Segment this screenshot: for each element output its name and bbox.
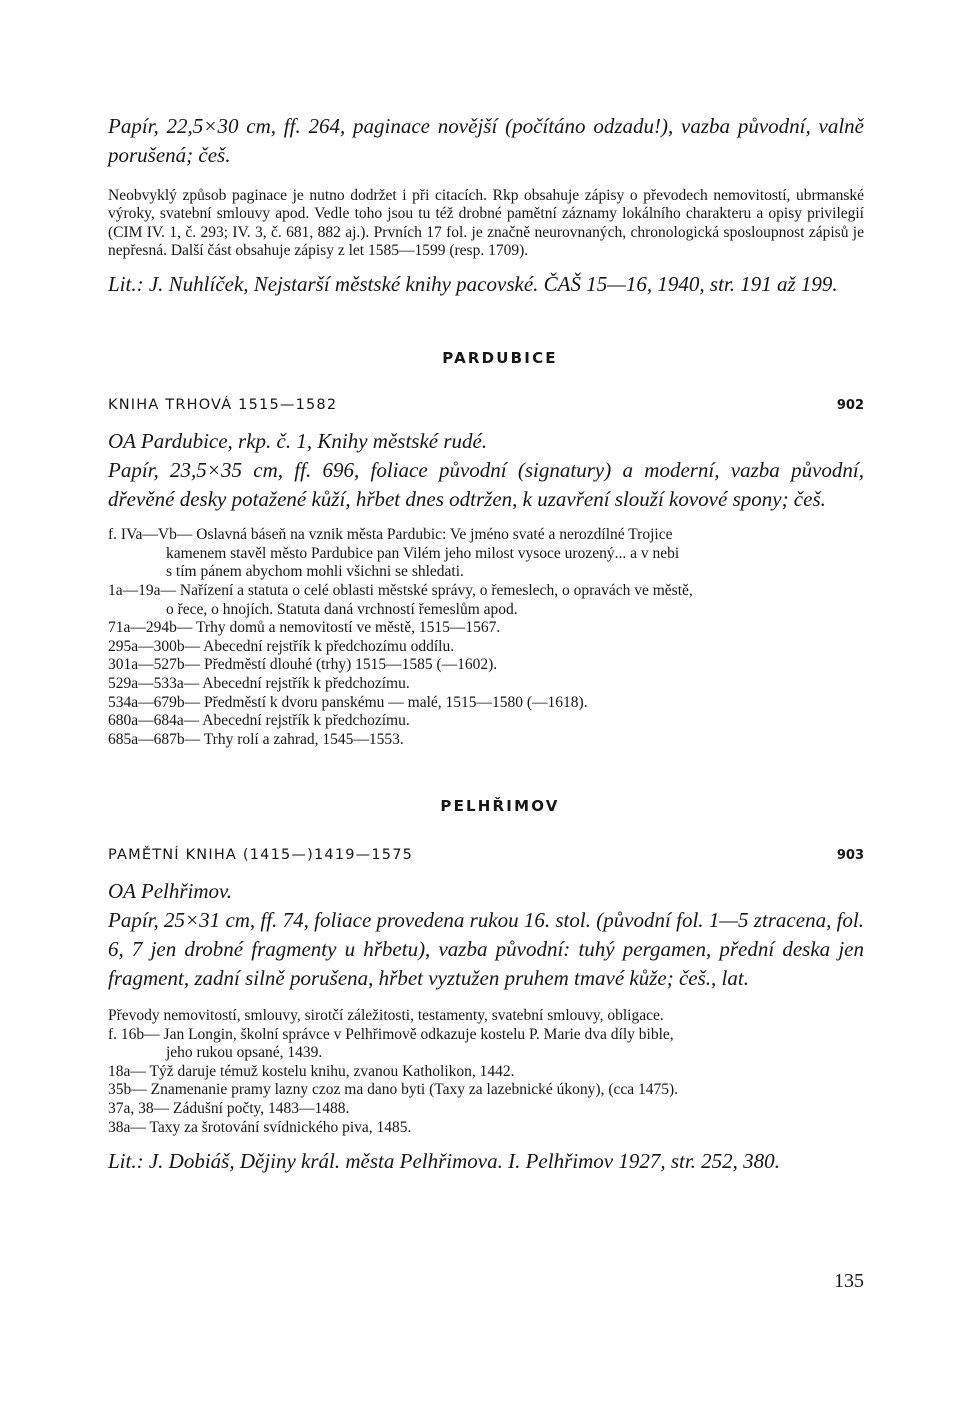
- book-number: 903: [836, 848, 864, 864]
- folio-entry: [108, 1063, 864, 1082]
- folio-reference: 685a—687b: [108, 730, 185, 748]
- folio-reference: 295a—300b: [108, 637, 185, 655]
- folio-entry: [108, 526, 864, 545]
- section-heading-pardubice: PARDUBICE: [442, 349, 558, 368]
- folio-entry: [108, 1081, 864, 1100]
- book-header-903: [108, 847, 864, 863]
- folio-reference: 37a, 38: [108, 1099, 154, 1117]
- folio-entry: [108, 712, 864, 731]
- folio-description-continuation: s tím pánem abychom mohli všichni se shledati.: [166, 563, 464, 581]
- folio-reference: 38a: [108, 1118, 131, 1136]
- folio-reference: 1a—19a: [108, 581, 161, 599]
- folio-entries-list: [108, 526, 864, 749]
- physical-description: Papír, 25×31 cm, ff. 74, foliace provedena rukou 16. stol. (původní fol. 1—5 ztracena, fol. 6, 7 jen drobné fragmenty u hřbetu), vazba původní: tuhý pergamen, přední deska jen fragment, zadní silně porušena, hřbet vyztužen pruhem tmavé kůže; češ., lat.: [108, 908, 864, 991]
- folio-entry: [108, 1119, 864, 1138]
- folio-reference: 71a—294b: [108, 619, 177, 637]
- folio-reference: 680a—684a: [108, 712, 184, 730]
- folio-description: — Nařízení a statuta o celé oblasti městské správy, o řemeslech, o opravách ve městě,: [160, 581, 693, 599]
- folio-description: — Předměstí k dvoru panskému — malé, 1515—1580 (—1618).: [184, 693, 588, 711]
- intro-content-description: Neobvyklý způsob paginace je nutno dodržet i při citacích. Rkp obsahuje zápisy o převodech nemovitostí, ubrmanské výroky, svatební smlouvy apod. Vedle toho jsou tu též drobné pamětní záznamy lokálního charakteru a opisy privilegií (CIM IV. 1, č. 293; IV. 3, č. 681, 882 aj.). Prvních 17 fol. je značně neurovnaných, chronologická sposloupnost zápisů je nepřesná. Další část obsahuje zápisy z let 1585—1599 (resp. 1709).: [108, 187, 864, 259]
- physical-description: Papír, 23,5×35 cm, ff. 696, foliace původní (signatury) a moderní, vazba původní, dřevěné desky potažené kůží, hřbet dnes odtržen, k uzavření slouží kovové spony; češ.: [108, 458, 864, 512]
- folio-entry: [108, 638, 864, 657]
- folio-entry: [108, 694, 864, 713]
- intro-physical-description: Papír, 22,5×30 cm, ff. 264, paginace novější (počítáno odzadu!), vazba původní, valně porušená; češ.: [108, 114, 864, 167]
- folio-reference: 529a—533a: [108, 674, 184, 692]
- archive-reference: OA Pelhřimov.: [108, 879, 233, 904]
- folio-description: — Trhy rolí a zahrad, 1545—1553.: [184, 730, 404, 748]
- folio-description: — Abecední rejstřík k předchozímu.: [183, 674, 410, 692]
- folio-reference: f. IVa—Vb: [108, 526, 177, 544]
- page-number: 135: [834, 1270, 864, 1292]
- folio-description: — Předměstí dlouhé (trhy) 1515—1585 (—1602).: [184, 656, 498, 674]
- folio-description: — Jan Longin, školní správce v Pelhřimově odkazuje kostelu P. Marie dva díly bible,: [144, 1025, 674, 1043]
- folio-description: — Týž daruje témuž kostelu knihu, zvanou Katholikon, 1442.: [130, 1062, 515, 1080]
- book-title: PAMĚTNÍ KNIHA (1415—)1419—1575: [108, 847, 414, 864]
- folio-reference: 534a—679b: [108, 693, 185, 711]
- folio-entry: [108, 656, 864, 675]
- folio-description-continuation: o řece, o hnojích. Statuta daná vrchností řemeslům apod.: [166, 600, 518, 618]
- folio-entry: [108, 619, 864, 638]
- folio-description: — Abecední rejstřík k předchozímu oddílu.: [184, 637, 455, 655]
- folio-description: — Abecední rejstřík k předchozímu.: [183, 712, 410, 730]
- intro-literature: Lit.: J. Nuhlíček, Nejstarší městské knihy pacovské. ČAŠ 15—16, 1940, str. 191 až 199.: [108, 272, 838, 297]
- section-heading-pelhrimov: PELHŘIMOV: [440, 797, 560, 816]
- folio-entry: [108, 1026, 864, 1045]
- literature-reference: Lit.: J. Dobiáš, Dějiny král. města Pelhřimova. I. Pelhřimov 1927, str. 252, 380.: [108, 1149, 780, 1174]
- folio-description: — Oslavná báseň na vznik města Pardubic: Ve jméno svaté a nerozdílné Trojice: [176, 526, 673, 544]
- page-body: [108, 112, 864, 1176]
- folio-description-continuation: kamenem stavěl město Pardubice pan Vilém jeho milost vysoce urozený... a v nebi: [166, 544, 680, 562]
- folio-description: — Znamenanie pramy lazny czoz ma dano byti (Taxy za lazebnické úkony), (cca 1475).: [131, 1081, 679, 1099]
- folio-description: — Trhy domů a nemovitostí ve městě, 1515—1567.: [176, 619, 501, 637]
- folio-description: — Taxy za šrotování svídnického piva, 1485.: [130, 1118, 412, 1136]
- content-description: Převody nemovitostí, smlouvy, sirotčí záležitosti, testamenty, svatební smlouvy, obligace.: [108, 1007, 664, 1025]
- book-header-902: [108, 397, 864, 413]
- folio-entry: [108, 731, 864, 750]
- folio-entry: [108, 675, 864, 694]
- archive-reference: OA Pardubice, rkp. č. 1, Knihy městské rudé.: [108, 429, 488, 454]
- folio-description: — Zádušní počty, 1483—1488.: [153, 1099, 350, 1117]
- folio-reference: 301a—527b: [108, 656, 185, 674]
- book-title: KNIHA TRHOVÁ 1515—1582: [108, 397, 338, 414]
- folio-entries-list: [108, 1026, 864, 1138]
- folio-reference: 35b: [108, 1081, 132, 1099]
- folio-entry: [108, 582, 864, 601]
- folio-reference: f. 16b: [108, 1025, 145, 1043]
- book-number: 902: [836, 398, 864, 414]
- folio-entry: [108, 1100, 864, 1119]
- folio-reference: 18a: [108, 1062, 131, 1080]
- folio-description-continuation: jeho rukou opsané, 1439.: [166, 1044, 323, 1062]
